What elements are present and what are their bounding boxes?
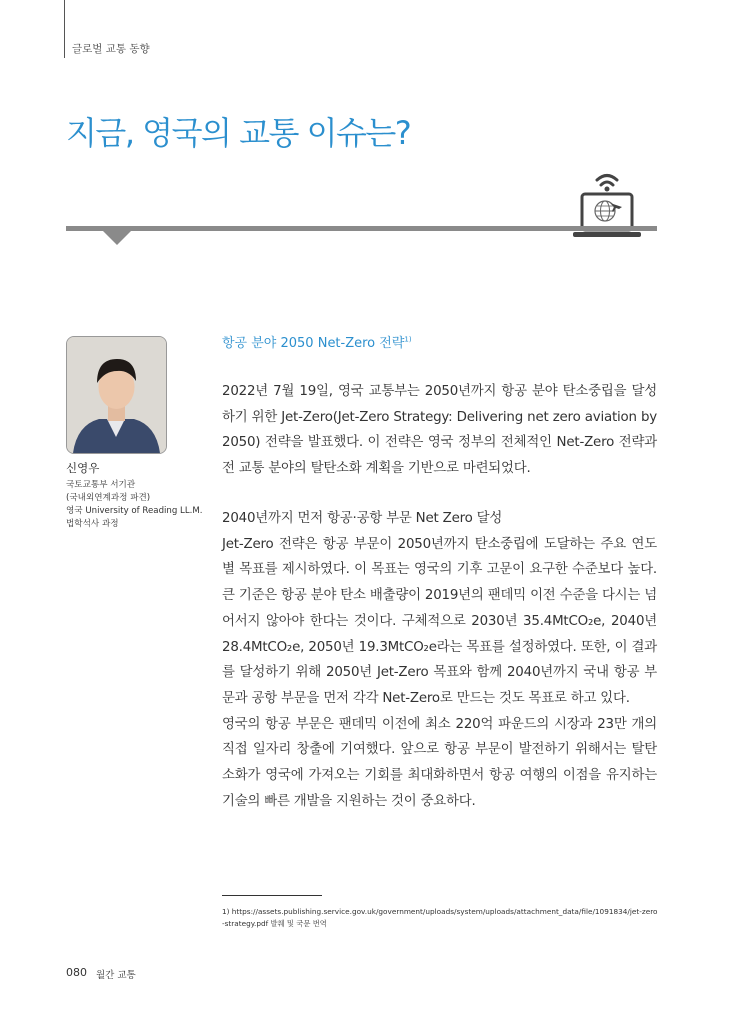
author-name: 신영우 <box>66 461 100 475</box>
author-affiliation <box>66 479 203 531</box>
body-paragraph: 영국의 항공 부문은 팬데믹 이전에 최소 220억 파운드의 시장과 23만 개의 직접 일자리 창출에 기여했다. 앞으로 항공 부문이 발전하기 위해서는 탈탄소화가 영국에 가져오는 기회를 최대화하면서 항공 여행의 이점을 유지하는 기술의 빠른 개발을 지원하는 것이 중요하다. <box>222 716 657 809</box>
body-paragraph: Jet-Zero 전략은 항공 부문이 2050년까지 탄소중립에 도달하는 주요 연도별 목표를 제시하였다. 이 목표는 영국의 기후 고문이 요구한 수준보다 높다. 큰 기준은 항공 분야 탄소 배출량이 2019년의 팬데믹 이전 수준을 다시는 넘어서지 않아야 한다는 것이다. 구체적으로 2030년 35.4MtCO₂e, 2040년 28.4MtCO₂e, 2050년 19.3MtCO₂e라는 목표를 설정하였다. 또한, 이 결과를 달성하기 위해 2050년 Jet-Zero 목표와 함께 2040년까지 국내 항공 부문과 공항 부문을 먼저 각각 Net-Zero로 만드는 것도 목표로 하고 있다. <box>222 536 657 706</box>
magazine-name: 월간 교통 <box>96 970 136 981</box>
header-vertical-line <box>64 0 65 58</box>
intro-paragraph-block <box>222 379 657 482</box>
author-degree-line: 법학석사 과정 <box>66 519 119 529</box>
page-number: 080 <box>66 966 87 979</box>
article-subhead <box>222 332 412 351</box>
footnote-text: 1) https://assets.publishing.service.gov.uk/government/uploads/system/uploads/attachment_data/file/1091834/jet-zero-strategy.pdf 발췌 및 국문 번역 <box>222 907 658 928</box>
article-title: 지금, 영국의 교통 이슈는? <box>66 114 411 152</box>
main-paragraph-block <box>222 506 657 814</box>
divider-pointer <box>103 231 131 245</box>
author-dispatch-line: (국내외연계과정 파견) <box>66 493 151 503</box>
section-label: 글로벌 교통 동향 <box>72 43 150 55</box>
author-photo <box>66 336 167 454</box>
author-university-line: 영국 University of Reading LL.M. <box>66 506 203 516</box>
footnote-ref: 1) <box>404 335 412 344</box>
body-subheading: 2040년까지 먼저 항공·공항 부문 Net Zero 달성 <box>222 511 503 526</box>
title-divider <box>66 226 657 231</box>
body-paragraph: 2022년 7월 19일, 영국 교통부는 2050년까지 항공 분야 탄소중립을 달성하기 위한 Jet-Zero(Jet-Zero Strategy: Delivering net zero aviation by 2050) 전략을 발표했다. 이 전략은 영국 정부의 전체적인 Net-Zero 전략과 전 교통 분야의 탈탄소화 계획을 기반으로 마련되었다. <box>222 384 657 477</box>
footnote-divider <box>222 895 322 896</box>
author-title-line: 국토교통부 서기관 <box>66 480 136 490</box>
subhead-text: 항공 분야 2050 Net-Zero 전략 <box>222 336 405 351</box>
